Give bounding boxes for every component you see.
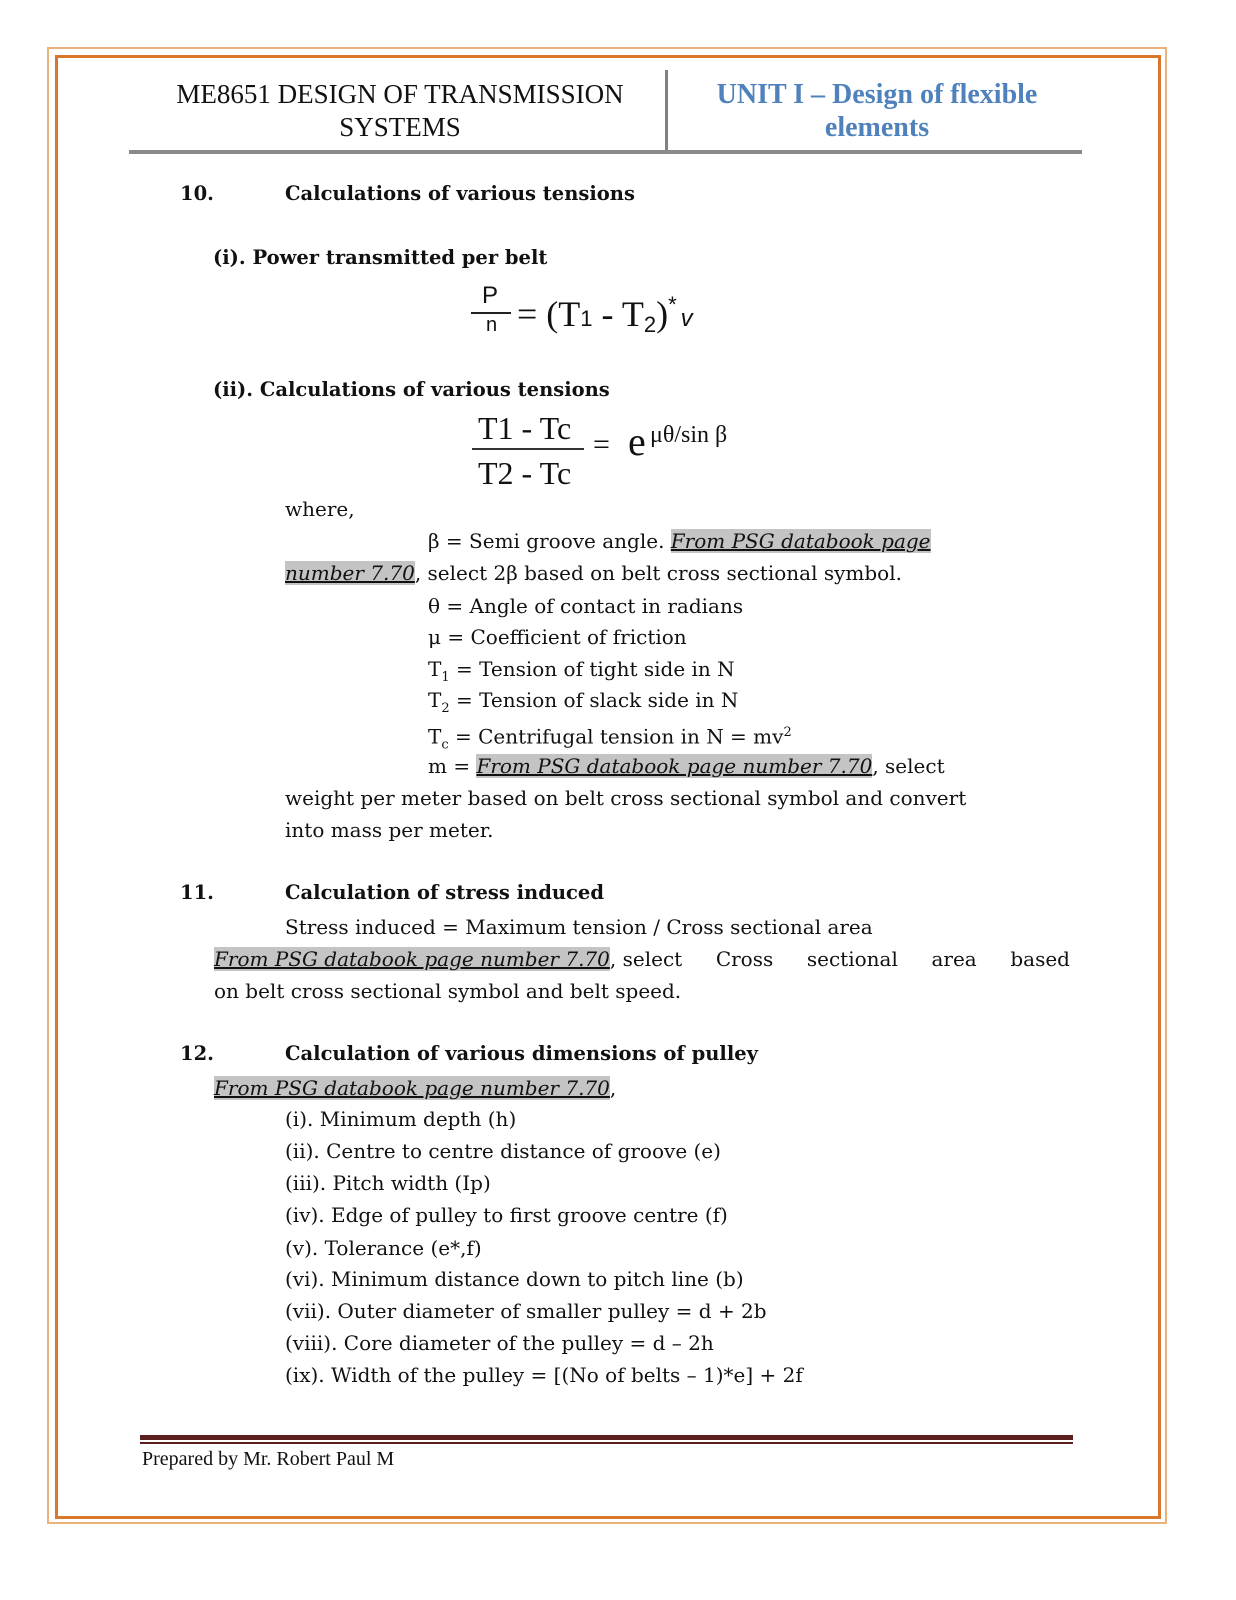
- pulley-item: (ii). Centre to centre distance of groove (e): [285, 1139, 721, 1163]
- pulley-source: From PSG databook page number 7.70,: [214, 1076, 617, 1100]
- pulley-item: (vii). Outer diameter of smaller pulley = d + 2b: [285, 1299, 767, 1323]
- pulley-item: (v). Tolerance (e*,f): [285, 1236, 482, 1260]
- section-12-title: Calculation of various dimensions of pulley: [285, 1042, 758, 1065]
- header-rule: [129, 150, 1082, 154]
- stress-source-line: From PSG databook page number 7.70, select Cross sectional area based: [214, 947, 1070, 971]
- t1-definition: $T_1$ = Tension of tight side in N: [428, 657, 735, 685]
- eq2-fraction-bar: [472, 448, 584, 450]
- footer-author: Prepared by Mr. Robert Paul M: [142, 1448, 395, 1470]
- pulley-item: (i). Minimum depth (h): [285, 1107, 517, 1131]
- section-11-number: 11.: [180, 881, 214, 904]
- section-11-title: Calculation of stress induced: [285, 881, 604, 904]
- eq2-e: e: [628, 419, 646, 464]
- psg-databook-link[interactable]: number 7.70: [285, 561, 415, 585]
- eq1-numerator: P: [482, 282, 499, 309]
- beta-definition-cont: number 7.70, select 2β based on belt cross sectional symbol.: [285, 561, 902, 585]
- theta-definition: θ = Angle of contact in radians: [428, 594, 744, 618]
- eq1-denominator: n: [486, 314, 498, 336]
- pulley-item: (vi). Minimum distance down to pitch line (b): [285, 1267, 744, 1291]
- pulley-item: (iv). Edge of pulley to first groove centre (f): [285, 1203, 728, 1227]
- m-definition: m = From PSG databook page number 7.70, select: [428, 754, 945, 778]
- where-label: where,: [285, 497, 355, 521]
- psg-databook-link[interactable]: From PSG databook page number 7.70: [476, 754, 873, 778]
- header-divider: [665, 70, 668, 154]
- eq2-exponent: μθ/sin β: [650, 422, 728, 448]
- stress-source-line2: on belt cross sectional symbol and belt speed.: [214, 979, 682, 1003]
- section-12-number: 12.: [180, 1042, 214, 1065]
- tc-definition: $T_c$ = Centrifugal tension in $N = mv^2$: [428, 724, 792, 753]
- stress-formula: Stress induced = Maximum tension / Cross sectional area: [285, 915, 873, 939]
- subsection-ii-title: (ii). Calculations of various tensions: [213, 378, 610, 401]
- eq2-equals: =: [593, 428, 610, 461]
- course-title-line1: ME8651 DESIGN OF TRANSMISSION: [176, 79, 624, 109]
- beta-definition: β = Semi groove angle. From PSG databook page: [428, 529, 931, 553]
- pulley-item: (viii). Core diameter of the pulley = d – 2h: [285, 1331, 714, 1355]
- psg-databook-link[interactable]: From PSG databook page: [670, 529, 931, 553]
- footer-rule-thin: [140, 1442, 1073, 1444]
- eq2-numerator: T1 - Tc: [478, 410, 572, 446]
- psg-databook-link[interactable]: From PSG databook page number 7.70: [214, 1076, 610, 1100]
- mu-definition: μ = Coefficient of friction: [428, 625, 687, 649]
- eq2-denominator: T2 - Tc: [478, 455, 572, 491]
- psg-databook-link[interactable]: From PSG databook page number 7.70: [214, 947, 610, 971]
- course-title-line2: SYSTEMS: [339, 112, 461, 142]
- course-title: [140, 78, 660, 144]
- t2-definition: $T_2$ = Tension of slack side in N: [428, 688, 739, 716]
- m-definition-line2: weight per meter based on belt cross sectional symbol and convert: [285, 786, 967, 810]
- section-10-title: Calculations of various tensions: [285, 182, 635, 205]
- section-10-number: 10.: [180, 182, 214, 205]
- unit-title: [672, 78, 1082, 144]
- unit-title-line2: elements: [824, 112, 930, 143]
- footer-rule-thick: [140, 1435, 1073, 1440]
- pulley-item: (ix). Width of the pulley = [(No of belts – 1)*e] + 2f: [285, 1363, 803, 1387]
- unit-title-line1: UNIT I – Design of flexible: [716, 79, 1038, 110]
- eq1-rhs: = (T1 - T2)*v: [517, 292, 693, 337]
- subsection-i-title: (i). Power transmitted per belt: [213, 246, 548, 269]
- m-definition-line3: into mass per meter.: [285, 818, 494, 842]
- pulley-item: (iii). Pitch width (Ip): [285, 1171, 491, 1195]
